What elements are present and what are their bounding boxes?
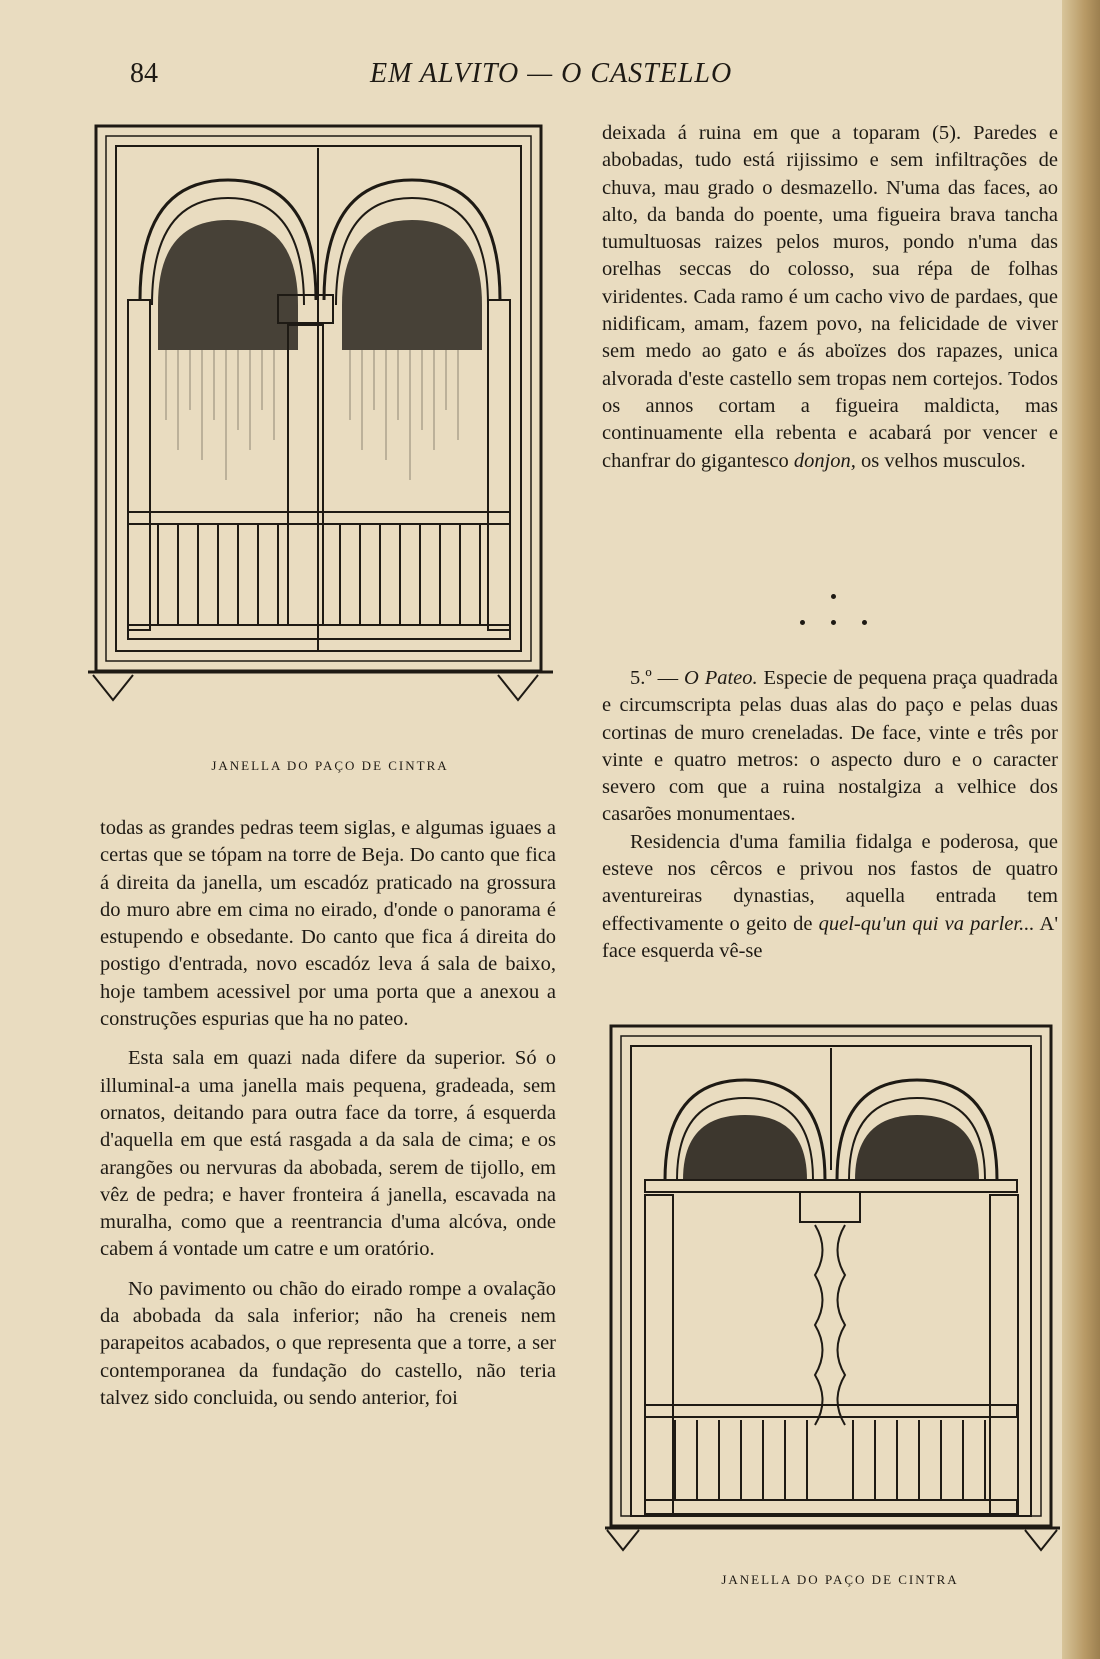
- window-drawing: [88, 120, 553, 740]
- section-italic-quote: quel-qu'un qui va parler...: [818, 912, 1035, 935]
- section-paragraph-2a: Residencia d'uma familia fidalga e poderosa, que esteve nos cêrcos e privou nos fastos de quatro aventureiras dynastias, aquella entrada tem effectivamente o geito de: [602, 830, 1058, 935]
- section-divider-asterism: [790, 590, 880, 630]
- page-edge: [1062, 0, 1100, 1659]
- figure-caption-bottom: JANELLA DO PAÇO DE CINTRA: [721, 1572, 959, 1587]
- window-illustration-bottom: [605, 1020, 1060, 1560]
- paragraph-right-1: deixada á ruina em que a toparam (5). Paredes e abobadas, tudo está rijissimo e sem infiltrações de chuva, mau grado o desmazello. N'uma das faces, ao alto, da banda do poente, uma figueira brava tancha tumultuosas raizes pelos muros, pondo n'uma das orelhas seccas do colosso, sua répa de folhas viridentes. Cada ramo é um cacho vivo de pardaes, que nidificam, amam, fazem povo, na felicidade de viver sem medo ao gato e ás aboïzes dos rapazes, unica alvorada d'este castello sem tropas nem cortejos. Todos os annos cortam a figueira maldicta, mas continuamente ella rebenta e acabará por vencer e chanfrar do gigantesco: [602, 122, 1058, 472]
- running-title: EM ALVITO — O CASTELLO: [370, 58, 733, 89]
- paragraph-right-1-tail: os velhos musculos.: [855, 449, 1026, 472]
- right-column-top-text: [602, 120, 1058, 475]
- window-illustration-top: [88, 120, 553, 740]
- window-drawing-bottom: [605, 1020, 1060, 1560]
- figure-caption-top: JANELLA DO PAÇO DE CINTRA: [211, 758, 449, 773]
- left-column-text: [100, 815, 556, 1412]
- left-paragraph-3: No pavimento ou chão do eirado rompe a ovalação da abobada da sala inferior; não ha creneis nem parapeitos acabados, o que representa que a torre, a ser contemporanea da fundação do castello, não teria talvez sido concluida, ou sendo anterior, foi: [100, 1277, 556, 1409]
- left-paragraph-2: Esta sala em quazi nada difere da superior. Só o illuminal-a uma janella mais pequena, gradeada, sem ornatos, deitando para outra face da torre, á esquerda d'aquella em que está rasgada a da sala de cima; e os arangões ou nervuras da abobada, serem de tijollo, em vêz de pedra; e haver fronteira á janella, escavada na muralha, como que a reentrancia d'uma alcóva, onde cabem á vontade um catre e um oratório.: [100, 1047, 556, 1261]
- left-paragraph-1: todas as grandes pedras teem siglas, e algumas iguaes a certas que se tópam na torre de Beja. Do canto que fica á direita da janella, um escadóz praticado na grossura do muro abre em cima no eirado, d'onde o panorama é estupendo e obsedante. Do canto que fica á direita do postigo d'entrada, novo escadóz leva á sala de baixo, hoje tambem acessivel por uma porta que a anexou a construções espurias que ha no pateo.: [100, 817, 556, 1031]
- page-header: [0, 58, 1100, 98]
- page-number: 84: [130, 58, 158, 89]
- section-title: O Pateo.: [684, 667, 758, 689]
- right-column-section-5: [602, 665, 1058, 965]
- section-paragraph-1: Especie de pequena praça quadrada e circumscripta pelas duas alas do paço e pelas duas cortinas de muro creneladas. De face, vinte e três por vinte e quatro metros: o aspecto duro e o caracter severo com que a ruina nostalgiza a velhice dos casarões monumentaes.: [602, 667, 1058, 826]
- section-paragraph-2b: A' face esquerda vê-se: [602, 912, 1059, 962]
- section-number: 5.º —: [630, 667, 679, 689]
- italic-word-donjon: donjon,: [793, 449, 856, 472]
